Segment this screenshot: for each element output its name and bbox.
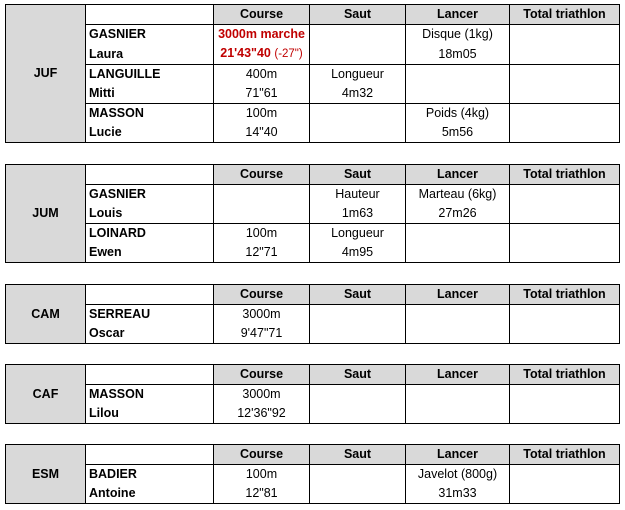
course-performance[interactable] <box>214 204 310 224</box>
lancer-event[interactable] <box>406 305 510 325</box>
lancer-event[interactable]: Javelot (800g) <box>406 465 510 485</box>
lancer-header: Lancer <box>406 165 510 185</box>
header-row <box>6 5 620 25</box>
header-row <box>6 285 620 305</box>
athlete-last-name: LANGUILLE <box>86 65 214 85</box>
course-header: Course <box>214 365 310 385</box>
athlete-last-name: GASNIER <box>86 185 214 205</box>
course-header: Course <box>214 5 310 25</box>
saut-performance[interactable]: 1m63 <box>310 204 406 224</box>
lancer-performance[interactable] <box>406 84 510 104</box>
athlete-first-name: Lucie <box>86 123 214 143</box>
results-table <box>5 364 620 424</box>
athlete-first-name: Laura <box>86 44 214 65</box>
lancer-performance[interactable]: 31m33 <box>406 484 510 504</box>
total-header: Total triathlon <box>510 445 620 465</box>
lancer-performance[interactable]: 5m56 <box>406 123 510 143</box>
name-header-empty <box>86 165 214 185</box>
saut-event[interactable] <box>310 104 406 124</box>
category-label: ESM <box>6 445 86 504</box>
athlete-last-name: LOINARD <box>86 224 214 244</box>
lancer-header: Lancer <box>406 365 510 385</box>
course-event[interactable]: 400m <box>214 65 310 85</box>
category-label: JUF <box>6 5 86 143</box>
lancer-event[interactable]: Poids (4kg) <box>406 104 510 124</box>
total-triathlon-cell[interactable] <box>510 65 620 104</box>
category-block-caf <box>5 364 619 424</box>
results-table <box>5 4 620 143</box>
athlete-last-name: MASSON <box>86 104 214 124</box>
name-header-empty <box>86 285 214 305</box>
total-triathlon-cell[interactable] <box>510 385 620 424</box>
athlete-last-name: BADIER <box>86 465 214 485</box>
saut-event[interactable] <box>310 465 406 485</box>
course-event[interactable]: 3000m <box>214 385 310 405</box>
course-event[interactable]: 100m <box>214 465 310 485</box>
total-header: Total triathlon <box>510 365 620 385</box>
saut-event[interactable]: Hauteur <box>310 185 406 205</box>
lancer-event[interactable]: Disque (1kg) <box>406 25 510 45</box>
lancer-header: Lancer <box>406 445 510 465</box>
course-performance[interactable]: 12'36"92 <box>214 404 310 424</box>
lancer-event[interactable]: Marteau (6kg) <box>406 185 510 205</box>
course-event[interactable]: 3000m <box>214 305 310 325</box>
athlete-first-name: Mitti <box>86 84 214 104</box>
total-triathlon-cell[interactable] <box>510 305 620 344</box>
athlete-row-event <box>6 305 620 325</box>
athlete-row-event <box>6 224 620 244</box>
lancer-performance[interactable] <box>406 404 510 424</box>
athlete-row-event <box>6 185 620 205</box>
header-row <box>6 445 620 465</box>
saut-header: Saut <box>310 5 406 25</box>
athlete-last-name: SERREAU <box>86 305 214 325</box>
athlete-first-name: Antoine <box>86 484 214 504</box>
lancer-event[interactable] <box>406 224 510 244</box>
athlete-last-name: GASNIER <box>86 25 214 45</box>
results-table <box>5 284 620 344</box>
header-row <box>6 365 620 385</box>
course-event[interactable]: 3000m marche <box>214 25 310 45</box>
athlete-row-event <box>6 104 620 124</box>
results-table <box>5 444 620 504</box>
lancer-performance[interactable]: 27m26 <box>406 204 510 224</box>
course-performance[interactable] <box>214 44 310 65</box>
total-header: Total triathlon <box>510 285 620 305</box>
saut-event[interactable]: Longueur <box>310 65 406 85</box>
total-triathlon-cell[interactable] <box>510 25 620 65</box>
category-label: JUM <box>6 165 86 263</box>
saut-performance[interactable] <box>310 123 406 143</box>
course-header: Course <box>214 165 310 185</box>
total-header: Total triathlon <box>510 165 620 185</box>
lancer-performance[interactable] <box>406 243 510 263</box>
total-triathlon-cell[interactable] <box>510 185 620 224</box>
athlete-row-event <box>6 385 620 405</box>
category-block-esm <box>5 444 619 504</box>
course-performance[interactable]: 12"71 <box>214 243 310 263</box>
total-header: Total triathlon <box>510 5 620 25</box>
course-performance[interactable]: 9'47"71 <box>214 324 310 344</box>
saut-header: Saut <box>310 365 406 385</box>
course-performance[interactable]: 71"61 <box>214 84 310 104</box>
saut-event[interactable]: Longueur <box>310 224 406 244</box>
course-performance[interactable]: 12"81 <box>214 484 310 504</box>
category-block-juf <box>5 4 619 143</box>
athlete-row-event <box>6 65 620 85</box>
total-triathlon-cell[interactable] <box>510 224 620 263</box>
lancer-header: Lancer <box>406 5 510 25</box>
saut-performance[interactable] <box>310 404 406 424</box>
course-performance[interactable]: 14"40 <box>214 123 310 143</box>
saut-performance[interactable] <box>310 324 406 344</box>
header-row <box>6 165 620 185</box>
athlete-first-name: Oscar <box>86 324 214 344</box>
saut-event[interactable] <box>310 305 406 325</box>
course-event[interactable] <box>214 185 310 205</box>
lancer-event[interactable] <box>406 65 510 85</box>
course-header: Course <box>214 285 310 305</box>
athlete-row-event <box>6 25 620 45</box>
saut-header: Saut <box>310 285 406 305</box>
athlete-last-name: MASSON <box>86 385 214 405</box>
athlete-first-name: Lilou <box>86 404 214 424</box>
athlete-row-event <box>6 465 620 485</box>
lancer-performance[interactable] <box>406 324 510 344</box>
course-event[interactable]: 100m <box>214 104 310 124</box>
course-header: Course <box>214 445 310 465</box>
athlete-first-name: Ewen <box>86 243 214 263</box>
name-header-empty <box>86 5 214 25</box>
total-triathlon-cell[interactable] <box>510 104 620 143</box>
course-time-note: (-27") <box>274 48 303 60</box>
saut-performance[interactable] <box>310 44 406 65</box>
saut-event[interactable] <box>310 25 406 45</box>
lancer-event[interactable] <box>406 385 510 405</box>
course-time: 21'43"40 <box>220 46 271 60</box>
results-table <box>5 164 620 263</box>
lancer-header: Lancer <box>406 285 510 305</box>
category-block-cam <box>5 284 619 344</box>
category-label: CAF <box>6 365 86 424</box>
lancer-performance[interactable]: 18m05 <box>406 44 510 65</box>
course-event[interactable]: 100m <box>214 224 310 244</box>
total-triathlon-cell[interactable] <box>510 465 620 504</box>
name-header-empty <box>86 445 214 465</box>
saut-header: Saut <box>310 445 406 465</box>
athlete-first-name: Louis <box>86 204 214 224</box>
saut-header: Saut <box>310 165 406 185</box>
saut-performance[interactable]: 4m32 <box>310 84 406 104</box>
saut-performance[interactable]: 4m95 <box>310 243 406 263</box>
category-label: CAM <box>6 285 86 344</box>
saut-event[interactable] <box>310 385 406 405</box>
name-header-empty <box>86 365 214 385</box>
category-block-jum <box>5 164 619 263</box>
saut-performance[interactable] <box>310 484 406 504</box>
